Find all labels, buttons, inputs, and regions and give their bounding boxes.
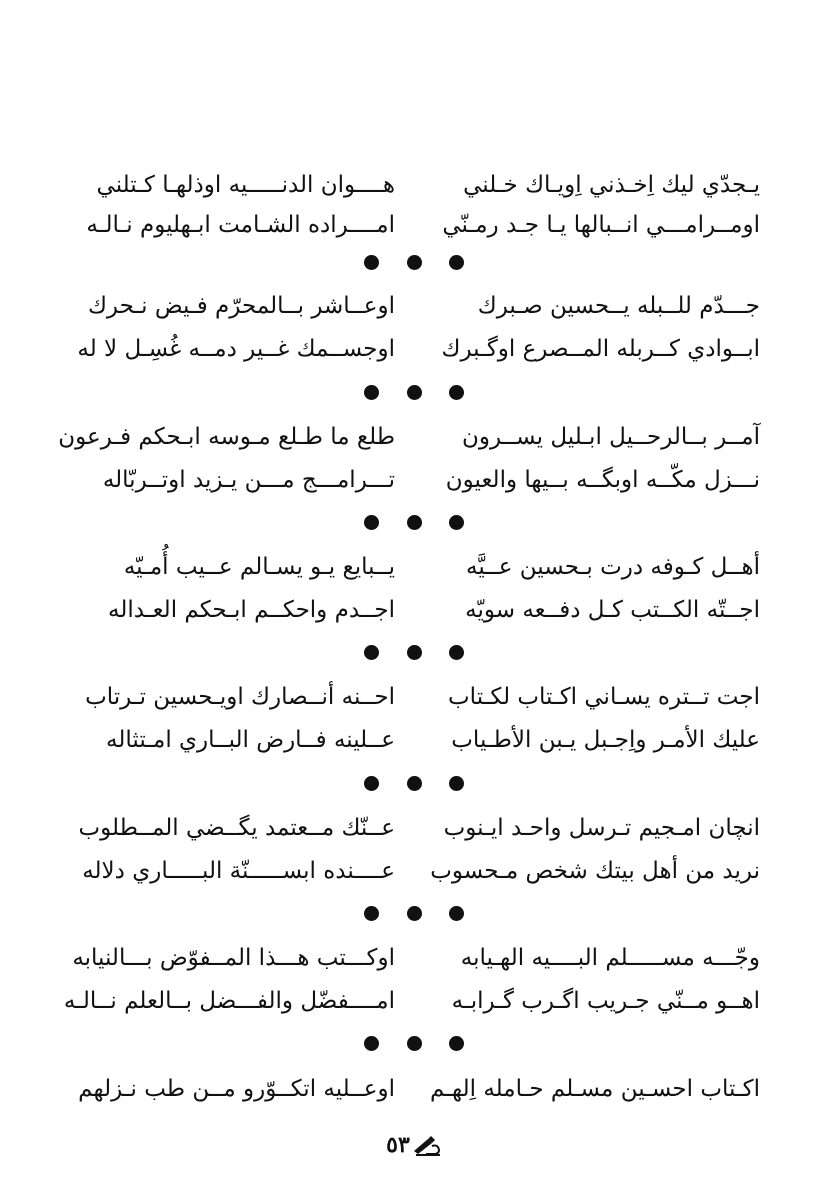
second-hemistich: اوعــليه اتكــوّرو مــن طب نـزلهم: [78, 1076, 395, 1102]
first-hemistich: اكـتاب احسـين مسـلم حـامله اِلهـم: [429, 1076, 760, 1102]
three-dots-separator: [364, 642, 464, 662]
verse-line: [70, 547, 760, 587]
verse-line: [70, 851, 760, 891]
separator-dot: [364, 776, 379, 791]
verse-line: [70, 205, 760, 245]
first-hemistich: نريد من أهل بيتك شخص مـحسوب: [430, 858, 760, 884]
verse-line: [70, 677, 760, 717]
separator-dot: [449, 515, 464, 530]
first-hemistich: اجت تــتره يسـاني اكـتاب لكـتاب: [448, 684, 760, 710]
separator-dot: [407, 255, 422, 270]
verse-line: [63, 981, 760, 1021]
separator-dot: [364, 645, 379, 660]
page-number-text: ٥٣: [386, 1132, 410, 1158]
separator-dot: [449, 645, 464, 660]
page-number: [364, 1130, 464, 1160]
second-hemistich: اوجســمك غــير دمــه غُسِـل لا له: [77, 336, 395, 362]
second-hemistich: اجــدم واحكــم ابـحكم العـداله: [108, 597, 395, 623]
second-hemistich: هــــوان الدنـــــيه اوذلهـا كـتلني: [96, 172, 395, 198]
separator-dot: [449, 776, 464, 791]
second-hemistich: امــــفضّل والفـــضل بــالعلم نــالـه: [63, 988, 395, 1014]
second-hemistich: عــنّك مــعتمد يگــضي المــطلوب: [78, 815, 395, 841]
first-hemistich: أهــل كـوفه درت بـحسين عــيَّه: [466, 554, 760, 580]
separator-dot: [449, 385, 464, 400]
verse-line: [70, 808, 760, 848]
second-hemistich: طلع ما طـلع مـوسه ابـحكم فـرعون: [58, 424, 395, 450]
first-hemistich: اجــتّه الكــتب كـل دفــعه سويّه: [465, 597, 760, 623]
verse-line: [70, 286, 760, 326]
separator-dot: [407, 1036, 422, 1051]
verse-line: [70, 460, 760, 500]
first-hemistich: اومــرامـــي انــبالها يـا جـد رمـنّي: [442, 212, 760, 238]
first-hemistich: نـــزل مكّــه اوبگــه بــيها والعيون: [445, 467, 760, 493]
first-hemistich: ابــوادي كــربله المــصرع اوگـبرك: [441, 336, 760, 362]
second-hemistich: اوعــاشر بــالمحرّم فـيض نـحرك: [87, 293, 395, 319]
first-hemistich: اهــو مــنّي جـريب اگـرب گـرابـه: [451, 988, 760, 1014]
separator-dot: [449, 1036, 464, 1051]
second-hemistich: عــــنده ابســـــنّة البـــــاري دلاله: [82, 858, 395, 884]
separator-dot: [449, 906, 464, 921]
second-hemistich: تـــرامـــج مـــن يـزيد اوتــربّاله: [102, 467, 395, 493]
verse-line: [70, 720, 760, 760]
separator-dot: [364, 385, 379, 400]
separator-dot: [364, 906, 379, 921]
first-hemistich: يـجدّي ليك اِخـذني اِويـاك خـلني: [463, 172, 760, 198]
verse-line: [70, 329, 760, 369]
verse-line: [70, 938, 760, 978]
three-dots-separator: [364, 1033, 464, 1053]
second-hemistich: يــبايع يـو يسـالم عــيب أُمـيّه: [123, 554, 395, 580]
first-hemistich: انچان امـجيم تـرسل واحـد ايـنوب: [443, 815, 760, 841]
second-hemistich: عــلينه فــارض البــاري امـتثاله: [106, 727, 395, 753]
separator-dot: [407, 776, 422, 791]
second-hemistich: اوكـــتب هـــذا المــفوّض بـــالنيابه: [72, 945, 395, 971]
second-hemistich: امــــراده الشـامت ابـهليوم نـالـه: [86, 212, 395, 238]
three-dots-separator: [364, 512, 464, 532]
verse-line: [70, 590, 760, 630]
separator-dot: [407, 385, 422, 400]
three-dots-separator: [364, 903, 464, 923]
first-hemistich: جـــدّم للــبله يــحسين صـبرك: [477, 293, 760, 319]
verse-line: [70, 165, 760, 205]
separator-dot: [364, 255, 379, 270]
pen-hand-icon: [412, 1134, 442, 1156]
verse-line: [70, 1069, 760, 1109]
first-hemistich: عليك الأمـر واِجـبل يـبن الأطـياب: [451, 727, 760, 753]
verse-line: [58, 417, 760, 457]
first-hemistich: آمــر بــالرحــيل ابـليل يســرون: [461, 424, 760, 450]
separator-dot: [407, 906, 422, 921]
separator-dot: [449, 255, 464, 270]
three-dots-separator: [364, 382, 464, 402]
separator-dot: [407, 645, 422, 660]
first-hemistich: وجّـــه مســـــلم البــــيه الهـيابه: [460, 945, 760, 971]
three-dots-separator: [364, 773, 464, 793]
three-dots-separator: [364, 252, 464, 272]
second-hemistich: احــنه أنــصارك اويـحسين تـرتاب: [85, 684, 395, 710]
separator-dot: [364, 515, 379, 530]
separator-dot: [407, 515, 422, 530]
separator-dot: [364, 1036, 379, 1051]
